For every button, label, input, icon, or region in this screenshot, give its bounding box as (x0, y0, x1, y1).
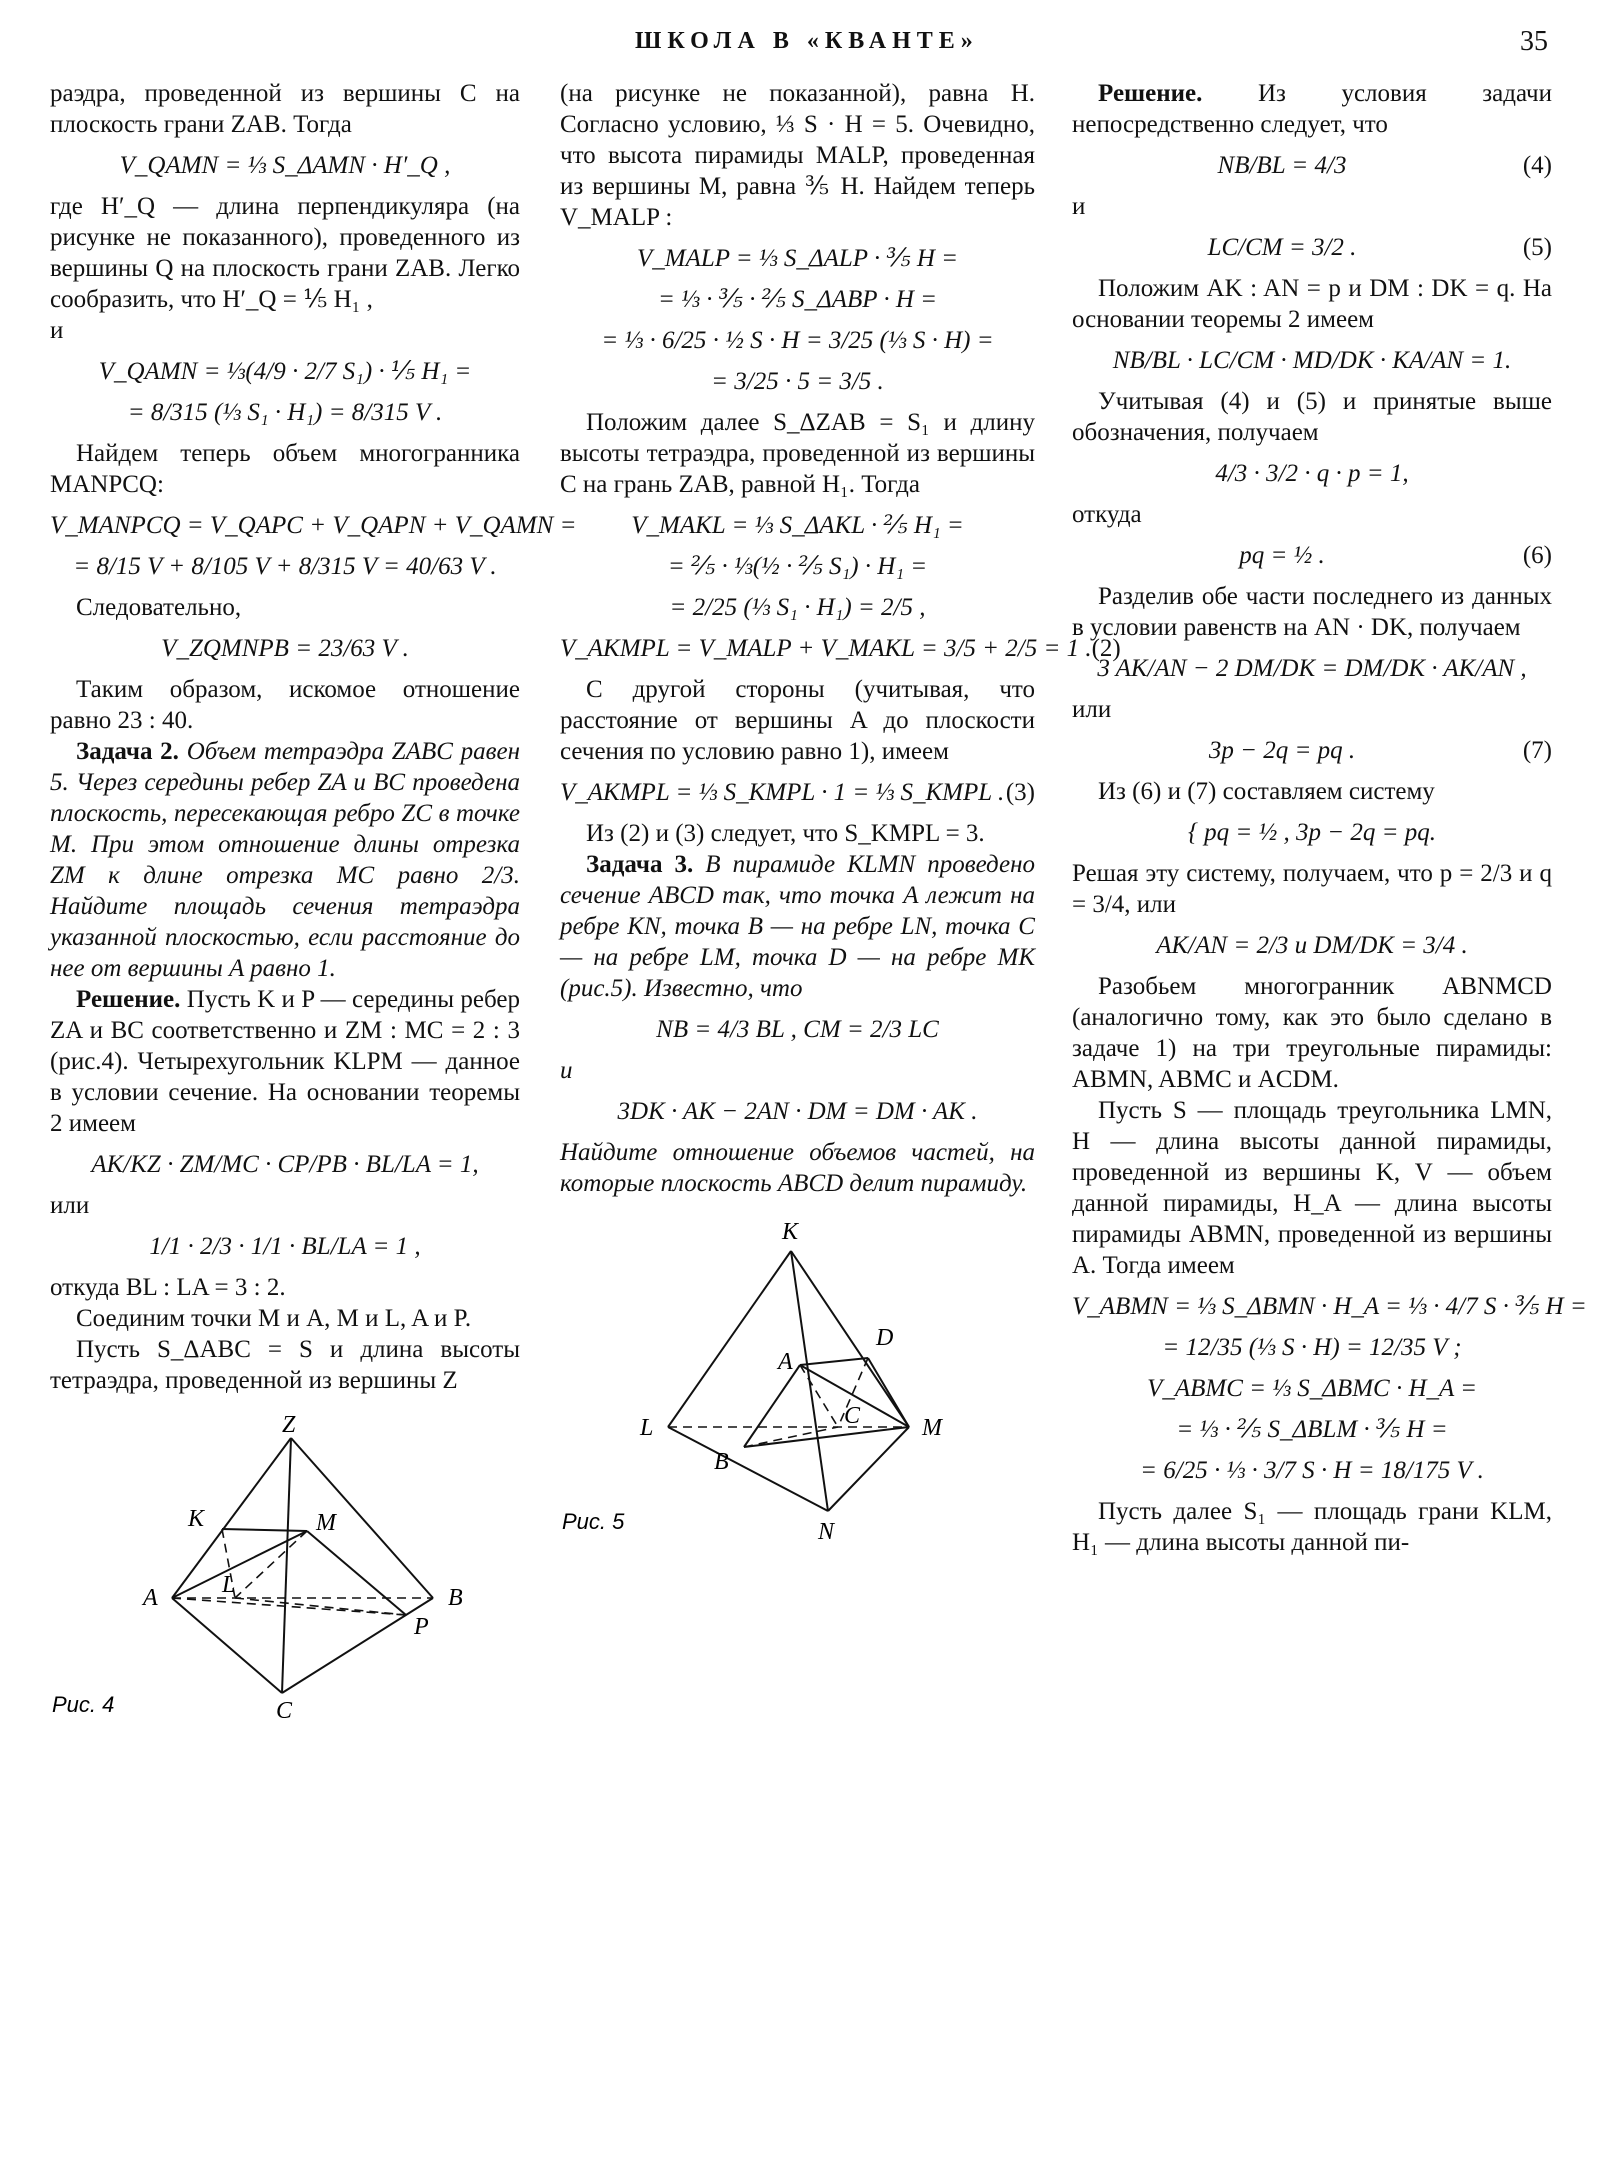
fig5-label-M: M (922, 1415, 942, 1441)
column-3 (1072, 78, 1587, 1558)
formula (1072, 1455, 1552, 1486)
headed-paragraph (1072, 78, 1552, 140)
formula-text: = 8/15 V + 8/105 V + 8/315 V = 40/63 V . (73, 553, 497, 580)
formula-text: = 3/25 · 5 = 3/5 . (711, 368, 884, 395)
formula-text: = 6/25 · ⅓ · 3/7 S · H = 18/175 V . (1140, 1457, 1484, 1484)
paragraph: Положим AK : AN = p и DM : DK = q. На основании теоремы 2 имеем (1072, 275, 1552, 333)
running-title: ШКОЛА В «КВАНТЕ» (635, 28, 979, 54)
paragraph: Таким образом, искомое отношение равно 23 : 40. (50, 676, 520, 734)
formula (560, 551, 1035, 582)
numbered-formula (1072, 540, 1552, 571)
fig5-label-D: D (876, 1325, 894, 1351)
figure-5-drawing (560, 1215, 1035, 1545)
paragraph: Пусть S — площадь треугольника LMN, H — длина высоты данной пирамиды, проведенной из вершины K, V — объем данной пирамиды, H_A — длина высоты пирамиды ABMN, проведенной из вершины A. Тогда имеем (1072, 1097, 1552, 1279)
formula-text: V_QAMN = ⅓ S_ΔAMN · H′_Q , (119, 152, 451, 179)
formula-text: { pq = ½ , 3p − 2q = pq. (1187, 819, 1437, 846)
formula-text: V_AKMPL = ⅓ S_KMPL · 1 = ⅓ S_KMPL . (560, 779, 1005, 806)
formula-text: V_ABMC = ⅓ S_ΔBMC · H_A = (1147, 1375, 1477, 1402)
paragraph-heading: Решение. (76, 986, 181, 1013)
paragraph: Найдите отношение объемов частей, на которые плоскость ABCD делит пирамиду. (560, 1139, 1035, 1197)
paragraph: откуда (1072, 501, 1142, 528)
fig4-label-B: B (448, 1585, 463, 1611)
paragraph: Разобьем многогранник ABNMCD (аналогично тому, как это было сделано в задаче 1) на три треугольные пирамиды: ABMN, ABMC и ACDM. (1072, 973, 1552, 1093)
equation-number: (6) (1522, 542, 1552, 569)
formula-text: V_MALP = ⅓ S_ΔALP · ⅗ H = (636, 245, 959, 272)
formula-text: = ⅓ · 6/25 · ½ S · H = 3/25 (⅓ S · H) = (601, 327, 994, 354)
paragraph: и (50, 317, 64, 344)
formula (50, 633, 520, 664)
page-header (0, 28, 1600, 68)
formula (560, 243, 1035, 274)
formula-text: pq = ½ . (1239, 542, 1325, 569)
formula (50, 397, 520, 428)
formula (1072, 930, 1552, 961)
paragraph: и (1072, 193, 1086, 220)
formula (1072, 1332, 1552, 1363)
figure-5 (560, 1215, 1035, 1545)
formula-text: 4/3 · 3/2 · q · p = 1, (1215, 460, 1409, 487)
headed-paragraph (50, 984, 520, 1139)
headed-paragraph (560, 849, 1035, 1004)
numbered-formula (560, 633, 1121, 664)
formula-text: NB/BL = 4/3 (1217, 152, 1347, 179)
paragraph: Соединим точки M и A, M и L, A и P. (76, 1305, 472, 1332)
numbered-formula (1072, 735, 1552, 766)
fig5-label-K: K (782, 1219, 799, 1245)
paragraph: Найдем теперь объем многогранника MANPCQ: (50, 440, 520, 498)
formula-text: = ⅖ · ⅓(½ · ⅖ S₁) · H₁ = (667, 553, 928, 580)
paragraph-text: Пусть K и P — середины ребер ZA и BC соответственно и ZM : MC = 2 : 3 (рис.4). Четырехугольник KLPM — данное в условии сечение. На основании теоремы 2 имеем (50, 986, 520, 1137)
paragraph-text: Из условия задачи непосредственно следует, что (1072, 80, 1552, 138)
paragraph: раэдра, проведенной из вершины C на плоскость грани ZAB. Тогда (50, 80, 520, 138)
paragraph: Следовательно, (76, 594, 242, 621)
page-number: 35 (1520, 26, 1548, 57)
numbered-formula (1072, 232, 1552, 263)
paragraph: и (560, 1057, 573, 1084)
numbered-formula (560, 777, 1035, 808)
headed-paragraph (50, 736, 520, 984)
paragraph-heading: Решение. (1098, 80, 1203, 107)
formula (560, 325, 1035, 356)
formula-text: V_ZQMNPB = 23/63 V . (161, 635, 409, 662)
formula (1072, 1414, 1552, 1445)
formula-text: V_MAKL = ⅓ S_ΔAKL · ⅖ H₁ = (631, 512, 964, 539)
numbered-formula (1072, 150, 1552, 181)
formula-text: 3 AK/AN − 2 DM/DK = DM/DK · AK/AN , (1097, 655, 1527, 682)
paragraph: или (50, 1192, 90, 1219)
formula-text: V_ABMN = ⅓ S_ΔBMN · H_A = ⅓ · 4/7 S · ⅗ H = (1072, 1293, 1587, 1320)
formula-text: NB = 4/3 BL , CM = 2/3 LC (656, 1016, 939, 1043)
formula-text: 1/1 · 2/3 · 1/1 · BL/LA = 1 , (149, 1233, 421, 1260)
paragraph-text: В пирамиде KLMN проведено сечение ABCD так, что точка A лежит на ребре KN, точка B — на ребре LN, точка C — на ребре LM, точка D — на ребре MK (рис.5). Известно, что (560, 851, 1035, 1002)
fig4-label-Z: Z (282, 1412, 296, 1438)
formula-text: AK/AN = 2/3 и DM/DK = 3/4 . (1156, 932, 1468, 959)
fig5-caption: Рис. 5 (562, 1509, 625, 1534)
equation-number: (3) (1005, 779, 1035, 806)
formula (1072, 1373, 1552, 1404)
paragraph: Из (2) и (3) следует, что S_KMPL = 3. (586, 820, 985, 847)
formula-text: V_QAMN = ⅓(4/9 · 2/7 S₁) · ⅕ H₁ = (98, 358, 472, 385)
paragraph: где H′_Q — длина перпендикуляра (на рисунке не показанного), проведенного из вершины Q на плоскость грани ZAB. Легко сообразить, что H′_Q = ⅕ H₁ , (50, 193, 520, 313)
paragraph: или (1072, 696, 1112, 723)
formula (50, 1149, 520, 1180)
formula (1072, 458, 1552, 489)
equation-number: (7) (1522, 737, 1552, 764)
formula (560, 284, 1035, 315)
formula (50, 356, 520, 387)
paragraph: Решая эту систему, получаем, что p = 2/3 и q = 3/4, или (1072, 860, 1552, 918)
formula-text: = 8/315 (⅓ S₁ · H₁) = 8/315 V . (127, 399, 443, 426)
formula-text: 3p − 2q = pq . (1208, 737, 1356, 764)
formula (50, 1231, 520, 1262)
formula-text: = ⅓ · ⅗ · ⅖ S_ΔABP · H = (657, 286, 938, 313)
paragraph: Положим далее S_ΔZAB = S₁ и длину высоты тетраэдра, проведенной из вершины C на грань ZAB, равной H₁. Тогда (560, 409, 1035, 498)
figure-4 (50, 1412, 520, 1722)
fig5-label-B: B (714, 1449, 729, 1475)
paragraph: Пусть S_ΔABC = S и длина высоты тетраэдра, проведенной из вершины Z (50, 1336, 520, 1394)
fig5-label-L: L (640, 1415, 654, 1441)
equation-number: (5) (1522, 234, 1552, 261)
formula-text: = ⅓ · ⅖ S_ΔBLM · ⅗ H = (1176, 1416, 1448, 1443)
fig4-label-K: K (188, 1506, 205, 1532)
fig4-label-L: L (222, 1572, 236, 1598)
formula-text: AK/KZ · ZM/MC · CP/PB · BL/LA = 1, (91, 1151, 479, 1178)
paragraph: Пусть далее S₁ — площадь грани KLM, H₁ — длина высоты данной пи- (1072, 1498, 1552, 1556)
column-1 (50, 78, 577, 1722)
paragraph: Учитывая (4) и (5) и принятые выше обозначения, получаем (1072, 388, 1552, 446)
fig4-caption: Рис. 4 (52, 1692, 115, 1717)
fig4-label-A: A (143, 1585, 158, 1611)
paragraph-heading: Задача 3. (586, 851, 694, 878)
formula (50, 150, 520, 181)
fig5-label-N: N (818, 1519, 835, 1545)
formula (50, 510, 577, 541)
formula (560, 1096, 1035, 1127)
paragraph: С другой стороны (учитывая, что расстояние от вершины A до плоскости сечения по условию равно 1), имеем (560, 676, 1035, 765)
paragraph: Разделив обе части последнего из данных в условии равенств на AN · DK, получаем (1072, 583, 1552, 641)
formula-text: LC/CM = 3/2 . (1207, 234, 1357, 261)
paragraph: Из (6) и (7) составляем систему (1098, 778, 1435, 805)
fig4-label-M: M (316, 1510, 336, 1536)
formula (560, 510, 1035, 541)
equation-number: (2) (1091, 635, 1121, 662)
paragraph: (на рисунке не показанной), равна H. Согласно условию, ⅓ S · H = 5. Очевидно, что высота пирамиды MALP, проведенная из вершины M, равна ⅗ H. Найдем теперь V_MALP : (560, 80, 1035, 231)
paragraph: откуда BL : LA = 3 : 2. (50, 1274, 286, 1301)
fig5-label-A: A (778, 1349, 793, 1375)
formula-text: 3DK · AK − 2AN · DM = DM · AK . (617, 1098, 978, 1125)
fig5-label-C: C (844, 1403, 861, 1429)
equation-number: (4) (1522, 152, 1552, 179)
paragraph-text: Объем тетраэдра ZABC равен 5. Через середины ребер ZA и BC проведена плоскость, пересекающая ребро ZC в точке M. При этом отношение длины отрезка ZM к длине отрезка MC равно 2/3. Найдите площадь сечения тетраэдра указанной плоскостью, если расстояние до нее от вершины A равно 1. (50, 738, 520, 982)
formula (560, 592, 1035, 623)
formula-text: NB/BL · LC/CM · MD/DK · KA/AN = 1. (1112, 347, 1512, 374)
formula (1072, 653, 1552, 684)
formula (1072, 817, 1552, 848)
fig4-label-C: C (276, 1698, 293, 1722)
formula (1072, 345, 1552, 376)
formula (560, 366, 1035, 397)
figure-4-drawing (50, 1412, 520, 1722)
formula (1072, 1291, 1587, 1322)
paragraph-heading: Задача 2. (76, 738, 179, 765)
formula (50, 551, 520, 582)
formula-text: = 2/25 (⅓ S₁ · H₁) = 2/5 , (669, 594, 926, 621)
formula-text: V_MANPCQ = V_QAPC + V_QAPN + V_QAMN = (50, 512, 577, 539)
formula (560, 1014, 1035, 1045)
formula-text: V_AKMPL = V_MALP + V_MAKL = 3/5 + 2/5 = 1 . (560, 635, 1092, 662)
formula-text: = 12/35 (⅓ S · H) = 12/35 V ; (1162, 1334, 1462, 1361)
fig4-label-P: P (414, 1614, 429, 1640)
